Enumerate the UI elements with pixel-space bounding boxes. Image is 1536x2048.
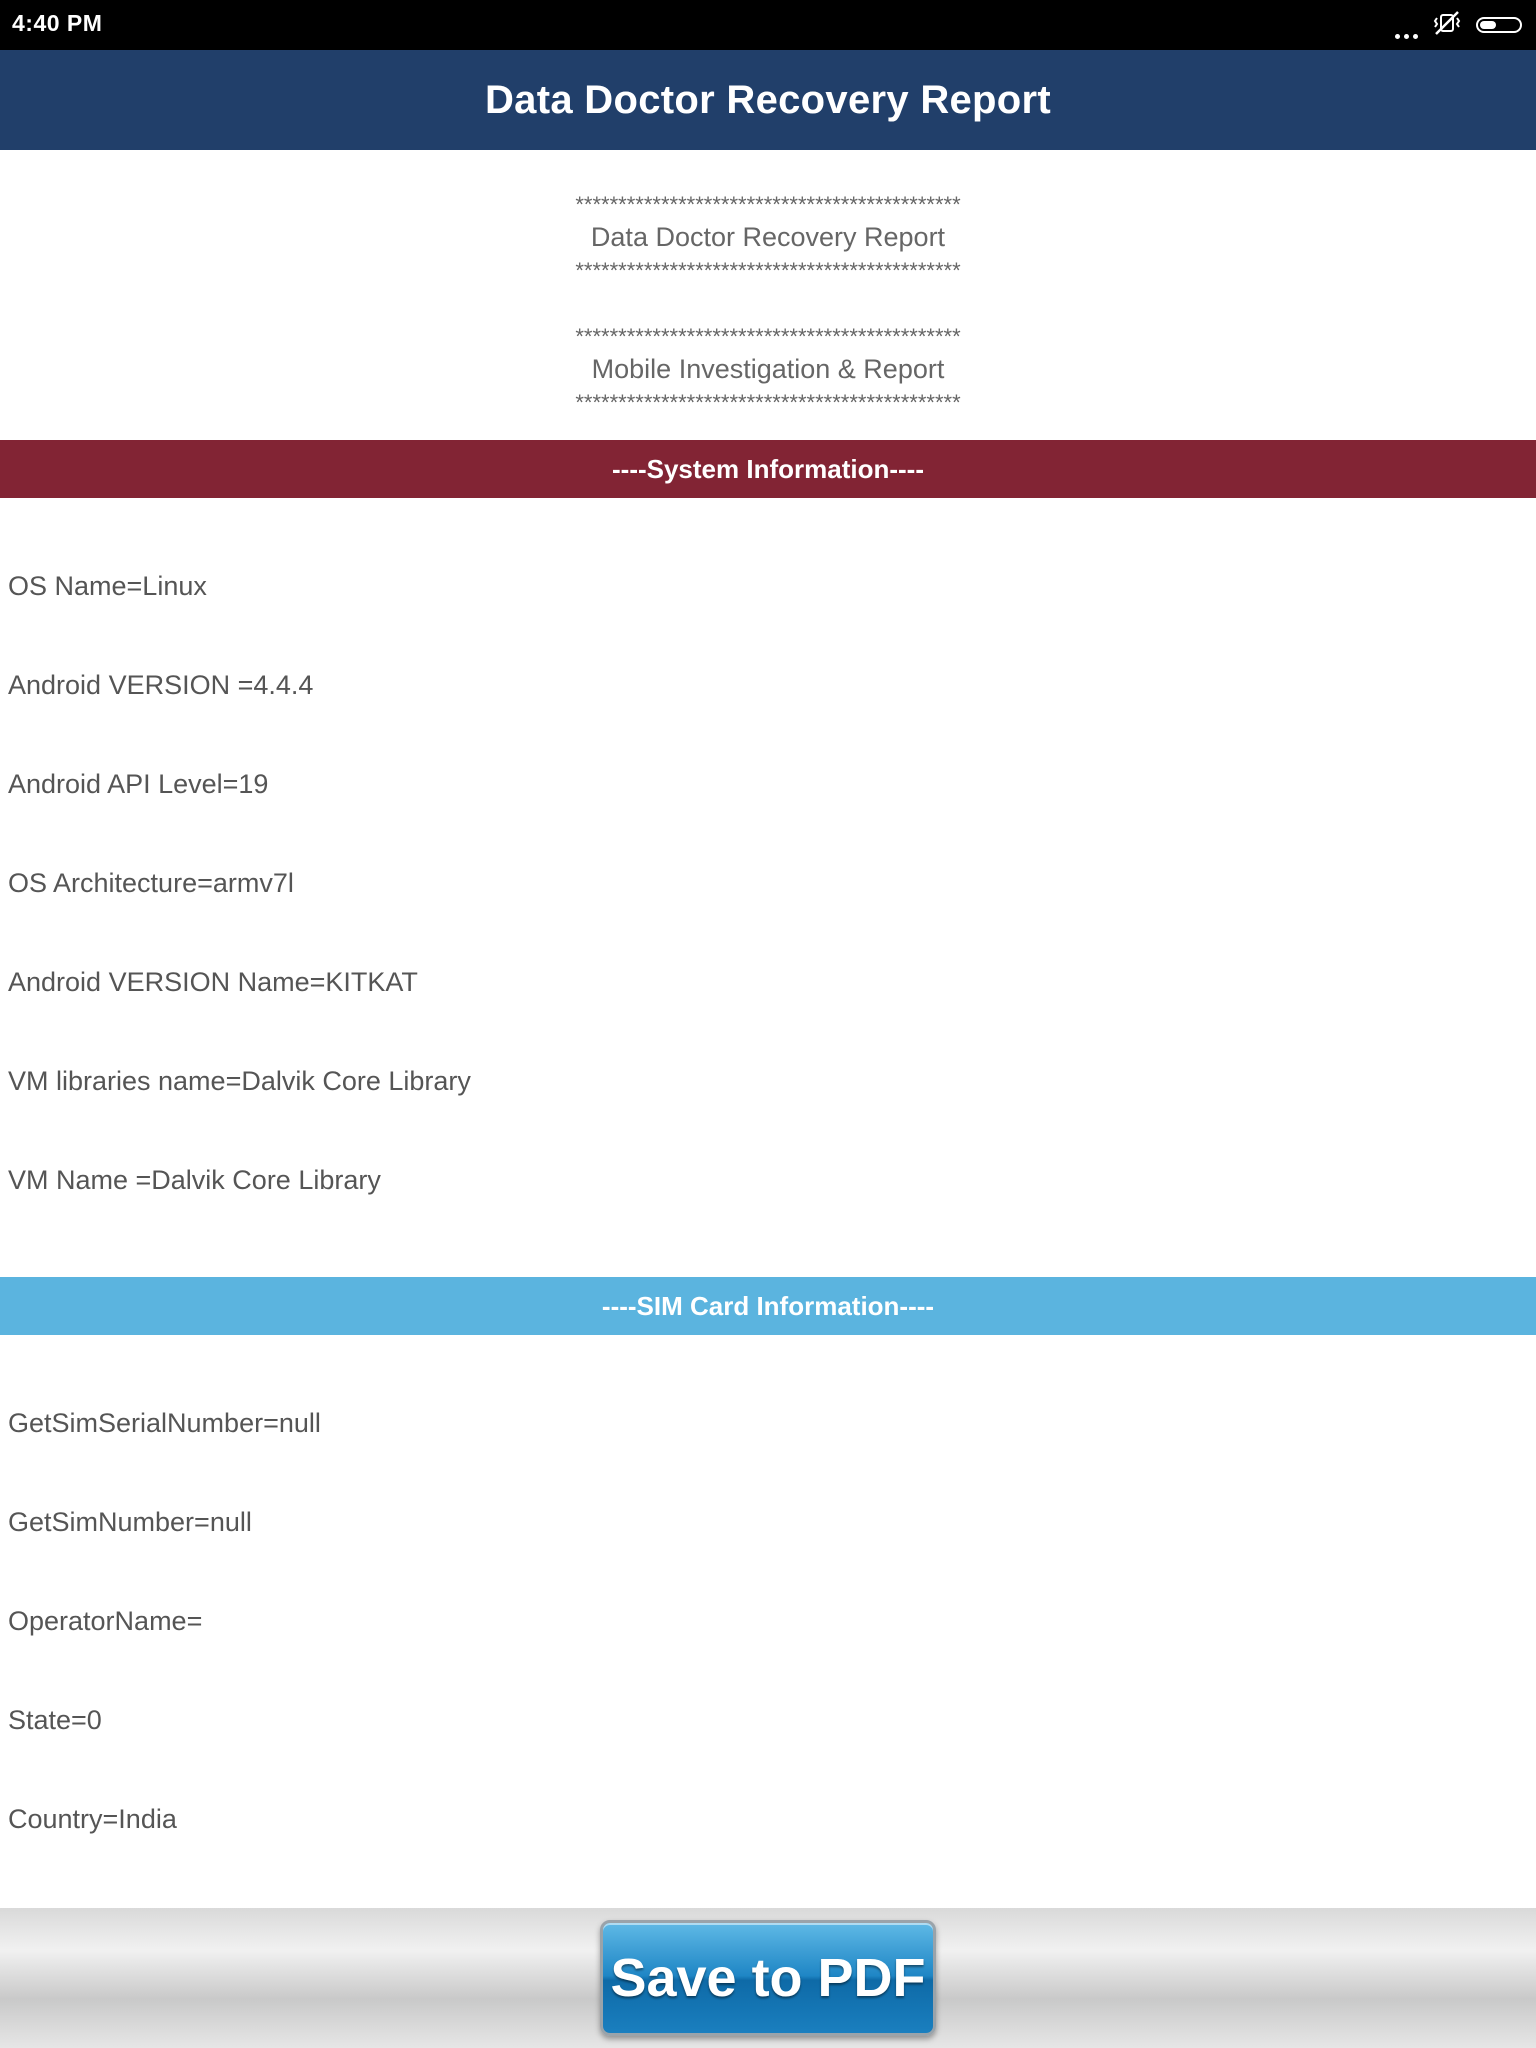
battery-icon [1476,17,1522,33]
list-item: Country=India [8,1804,177,1834]
sim-info-header: ----SIM Card Information---- [0,1277,1536,1335]
list-item: VM libraries name=Dalvik Core Library [8,1066,471,1096]
save-to-pdf-button[interactable]: Save to PDF [600,1920,936,2036]
list-item: State=0 [8,1705,102,1735]
app-title-bar [0,50,1536,150]
list-item: Android VERSION =4.4.4 [8,670,314,700]
sim-info-list [0,1335,1536,1908]
report-subbanner [0,320,1536,419]
list-item: VM Name =Dalvik Core Library [8,1165,381,1195]
list-item: GetSimNumber=null [8,1507,252,1537]
banner-title: Data Doctor Recovery Report [590,222,946,252]
stars-divider: ********************************************* [575,390,961,415]
list-item: OS Architecture=armv7l [8,868,294,898]
report-content[interactable] [0,150,1536,1908]
list-item: OperatorName= [8,1606,203,1636]
status-icons [1395,12,1522,38]
list-item: Android API Level=19 [8,769,269,799]
vibrate-off-icon [1432,10,1462,41]
more-dots-icon [1395,11,1418,39]
banner-subtitle: Mobile Investigation & Report [591,354,945,384]
list-item: GetSimSerialNumber=null [8,1408,321,1438]
list-item: Android VERSION Name=KITKAT [8,967,418,997]
stars-divider: ********************************************* [575,324,961,349]
report-banner [0,188,1536,287]
status-bar [0,0,1536,50]
bottom-action-bar [0,1908,1536,2048]
stars-divider: ********************************************* [575,192,961,217]
system-info-header: ----System Information---- [0,440,1536,498]
list-item: OS Name=Linux [8,571,207,601]
stars-divider: ********************************************* [575,258,961,283]
page-title: Data Doctor Recovery Report [484,77,1052,122]
system-info-list [0,498,1536,1277]
status-time: 4:40 PM [12,10,103,36]
